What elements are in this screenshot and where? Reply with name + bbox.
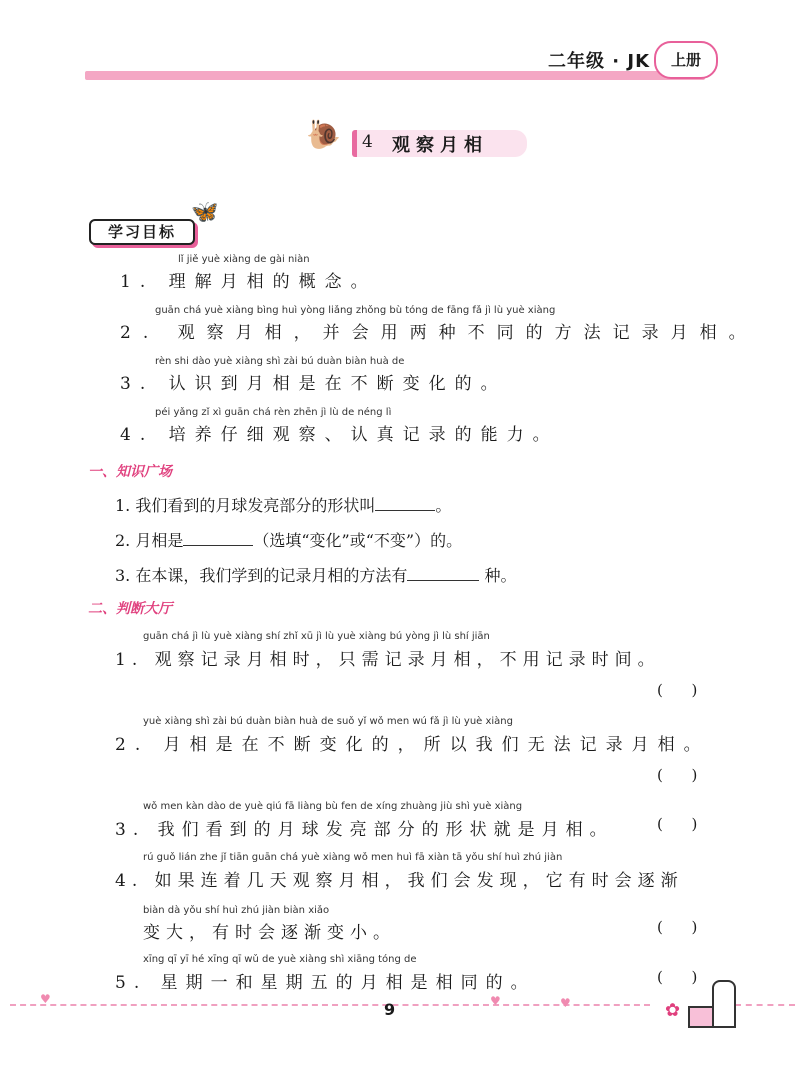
- heart-icon: ♥: [560, 996, 571, 1010]
- section-1-title: 一、知识广场: [88, 464, 172, 480]
- judge-4-pinyin-2: biàn dà yǒu shí huì zhú jiàn biàn xiǎo: [143, 905, 330, 916]
- answer-blank[interactable]: [183, 531, 253, 546]
- s1-question-3: 3. 在本课，我们学到的记录月相的方法有 种。: [115, 566, 517, 585]
- judge-2-pinyin: yuè xiàng shì zài bú duàn biàn huà de suǒ yǐ wǒ men wú fǎ jì lù yuè xiàng: [143, 716, 513, 727]
- judge-5-answer[interactable]: ( ): [657, 968, 698, 986]
- judge-1: 1. 观察记录月相时，只需记录月相，不用记录时间。: [115, 650, 661, 670]
- butterfly-icon: 🦋: [191, 200, 219, 225]
- goal-4: 4. 培养仔细观察、认真记录的能力。: [120, 425, 559, 445]
- judge-4-answer[interactable]: ( ): [657, 918, 698, 936]
- heart-icon: ♥: [40, 992, 51, 1006]
- footer-dashed-line-right: [735, 1004, 795, 1006]
- answer-blank[interactable]: [407, 566, 479, 581]
- snail-mascot-icon: 🐌: [306, 118, 341, 151]
- judge-2-answer[interactable]: ( ): [657, 766, 698, 784]
- volume-tag: 上册: [654, 41, 718, 79]
- goal-1: 1. 理解月相的概念。: [120, 272, 377, 292]
- judge-4-pinyin: rú guǒ lián zhe jǐ tiān guān chá yuè xiàng wǒ men huì fā xiàn tā yǒu shí huì zhú jiàn: [143, 852, 563, 863]
- lesson-title: 观察月相: [392, 135, 488, 156]
- page-number: 9: [384, 1000, 396, 1019]
- footer-dashed-line: [10, 1004, 650, 1006]
- section-2-title: 二、判断大厅: [88, 601, 172, 617]
- judge-4: 4. 如果连着几天观察月相，我们会发现，它有时会逐渐: [115, 871, 684, 891]
- judge-4-line-2: 变大，有时会逐渐变小。: [143, 923, 396, 943]
- goal-3: 3. 认识到月相是在不断变化的。: [120, 374, 507, 394]
- answer-blank[interactable]: [375, 496, 435, 511]
- judge-3-pinyin: wǒ men kàn dào de yuè qiú fā liàng bù fen de xíng zhuàng jiù shì yuè xiàng: [143, 801, 523, 812]
- goal-2: 2. 观察月相，并会用两种不同的方法记录月相。: [120, 323, 758, 343]
- judge-3: 3. 我们看到的月球发亮部分的形状就是月相。: [115, 820, 614, 840]
- house-icon: [688, 1006, 714, 1028]
- judge-1-answer[interactable]: ( ): [657, 681, 698, 699]
- judge-2: 2. 月相是在不断变化的，所以我们无法记录月相。: [115, 735, 710, 755]
- judge-5-pinyin: xīng qī yī hé xīng qī wǔ de yuè xiàng shì xiāng tóng de: [143, 954, 417, 965]
- judge-3-answer[interactable]: ( ): [657, 815, 698, 833]
- judge-5: 5. 星期一和星期五的月相是相同的。: [115, 973, 536, 993]
- judge-1-pinyin: guān chá jì lù yuè xiàng shí zhǐ xū jì lù yuè xiàng bú yòng jì lù shí jiān: [143, 631, 490, 642]
- s1-question-2: 2. 月相是 （选填“变化”或“不变”）的。: [115, 531, 463, 550]
- goal-2-pinyin: guān chá yuè xiàng bìng huì yòng liǎng zhǒng bù tóng de fāng fǎ jì lù yuè xiàng: [155, 305, 556, 316]
- goal-3-pinyin: rèn shi dào yuè xiàng shì zài bú duàn biàn huà de: [155, 356, 405, 367]
- lesson-number: 4: [362, 132, 373, 152]
- goal-1-pinyin: lǐ jiě yuè xiàng de gài niàn: [178, 254, 310, 265]
- goal-4-pinyin: péi yǎng zǐ xì guān chá rèn zhēn jì lù de néng lì: [155, 407, 392, 418]
- grade-label: 二年级 · JK: [548, 51, 651, 72]
- goals-label: 学习目标: [89, 219, 195, 245]
- heart-icon: ♥: [490, 994, 501, 1008]
- s1-question-1: 1. 我们看到的月球发亮部分的形状叫 。: [115, 496, 452, 515]
- flower-icon: ✿: [665, 1000, 681, 1021]
- tower-icon: [712, 980, 736, 1028]
